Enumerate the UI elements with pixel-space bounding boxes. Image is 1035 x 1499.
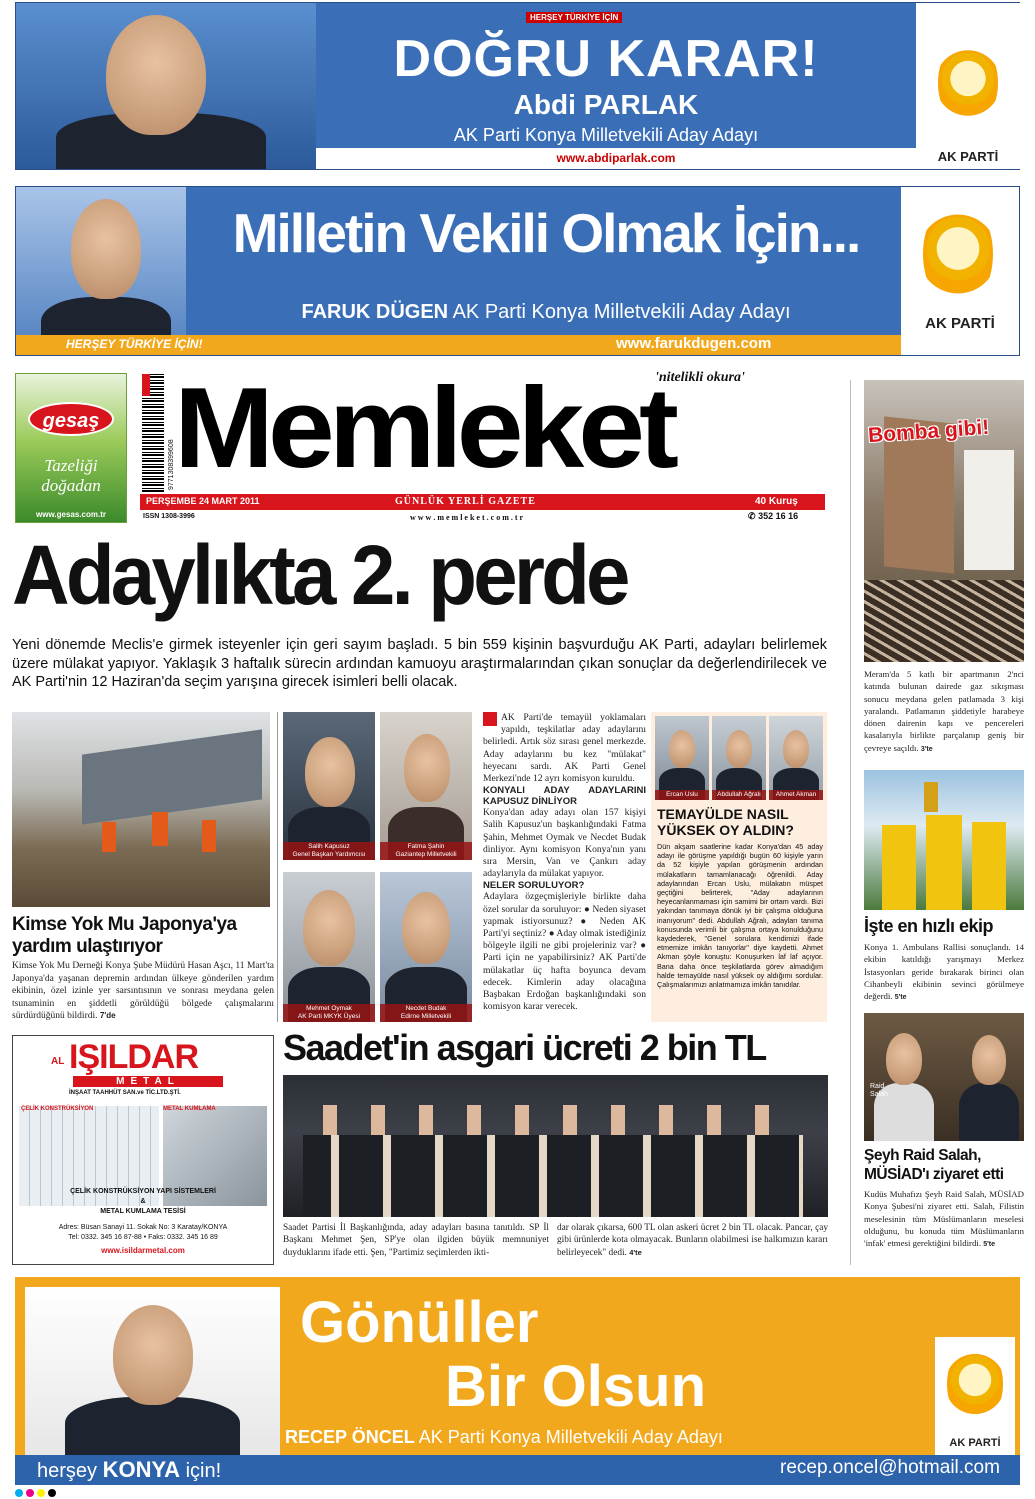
ekip-ref[interactable]: 5'te [894, 994, 907, 1002]
isildar-name: IŞILDAR [69, 1038, 198, 1076]
saadet-col-2 [557, 1222, 828, 1259]
portrait-grid [283, 712, 473, 1022]
portrait-role: Edirne Milletvekili [400, 1013, 452, 1020]
isildar-line-1: ÇELİK KONSTRÜKSİYON YAPI SİSTEMLERİ [70, 1188, 216, 1195]
portrait-name: Salih Kapusuz [308, 843, 350, 850]
saadet-ref[interactable]: 4'te [629, 1247, 642, 1257]
raid-ref[interactable]: 5'te [983, 1241, 996, 1249]
ad-brand: HERŞEY TÜRKİYE İÇİN! [66, 337, 203, 351]
lightbulb-icon [938, 38, 998, 128]
temayul-faces [655, 716, 823, 800]
saadet-text-2: dar olarak çıkarsa, 600 TL olan askeri ücret 2 bin TL olacak. Pancar, çay gibi ürünlerde kota olmayacak. Bunların olabilmesi ise halkımızın kararı belirleyecek" dedi. [557, 1223, 828, 1258]
tagline: 'nitelikli okura' [655, 370, 745, 385]
slogan-post: için! [185, 1460, 222, 1482]
bomba-text: Meram'da 5 katlı bir apartmanın 2'nci katında bulunan dairede gaz sıkışması sonucu meydana gelen patlamada 3 kişi yaralandı. Patlamanın şiddetiyle harabeye dönen dairenin kapı ve pencereleri kasalarıyla birlikte parçalanıp geniş bir çevreye saçıldı. [864, 669, 1024, 753]
ad-line-2: Bir Olsun [445, 1354, 707, 1419]
gesas-logo: gesaş [28, 402, 114, 436]
face-caption: Ercan Uslu [655, 790, 709, 800]
portrait-role: Gaziantep Milletvekili [395, 851, 457, 858]
portrait-role: AK Parti MKYK Üyesi [297, 1013, 361, 1020]
isildar-company: İNŞAAT TAAHHÜT SAN.ve TİC.LTD.ŞTİ. [69, 1090, 181, 1096]
ekip-text: Konya 1. Ambulans Rallisi sonuçlandı. 14 ekibin katıldığı yarışmayı Merkez İstasyonları geride bırakarak birinci olan Cihanbeyli ekibinin sevinci görülmeye değerdi. [864, 942, 1024, 1002]
raid-body [864, 1188, 1024, 1251]
ad-isildar[interactable] [12, 1035, 274, 1265]
party-label: AK PARTİ [949, 1437, 1001, 1449]
bomba-body [864, 668, 1024, 756]
ak-parti-logo [916, 3, 1020, 169]
party-label: AK PARTİ [925, 315, 995, 332]
ad-photo [16, 3, 316, 169]
ad-name: FARUK DÜGEN [301, 301, 449, 323]
ad-email[interactable]: recep.oncel@hotmail.com [780, 1457, 1000, 1478]
ad-faruk-dugen[interactable] [15, 186, 1020, 356]
portrait-name: Necdet Budak [405, 1005, 447, 1012]
isildar-url[interactable]: www.isildarmetal.com [101, 1246, 185, 1255]
face-caption: Ahmet Akman [769, 790, 823, 800]
ad-photo [16, 187, 186, 355]
raid-photo [864, 1013, 1024, 1141]
ad-url[interactable]: www.farukdugen.com [616, 335, 772, 352]
ad-photo [25, 1287, 280, 1459]
ad-gesas[interactable] [15, 373, 127, 523]
ad-subtitle: AK Parti Konya Milletvekili Aday Adayı [453, 125, 759, 145]
ad-abdi-parlak[interactable] [15, 2, 1020, 170]
red-corner [142, 374, 150, 396]
portrait-role: Genel Başkan Yardımcısı [292, 851, 366, 858]
gesas-url[interactable]: www.gesas.com.tr [36, 510, 106, 519]
ad-sub-line [186, 301, 906, 324]
price: 40 Kuruş [755, 496, 798, 507]
ad-name: RECEP ÖNCEL [285, 1427, 415, 1447]
party-label: AK PARTİ [937, 149, 999, 164]
ad-recep-oncel[interactable] [15, 1277, 1020, 1485]
isildar-metal: METAL [73, 1076, 223, 1087]
kimse-body [12, 960, 274, 1023]
lightbulb-icon [947, 1343, 1003, 1425]
isildar-tag-2: METAL KUMLAMA [163, 1106, 216, 1112]
saadet-col-1: Saadet Partisi İl Başkanlığında, aday adayları basına tanıtıldı. SP İl Başkanı Mehmet Şen, SP'ye olan ilgiden büyük memnuniyet duyduklarını ifade etti. Şen, "Partimiz seçimlerden ikti- [283, 1223, 549, 1258]
face-akman [769, 716, 823, 800]
ekip-photo [864, 770, 1024, 910]
ad-url[interactable]: www.abdiparlak.com [556, 151, 676, 165]
issn: ISSN 1308-3996 [143, 513, 195, 520]
main-headline[interactable]: Adaylıkta 2. perde [12, 528, 627, 622]
lightbulb-icon [923, 199, 993, 309]
saadet-title[interactable]: Saadet'in asgari ücreti 2 bin TL [283, 1027, 766, 1068]
raid-text: Kudüs Muhafızı Şeyh Raid Salah, MÜSİAD Konya Şubesi'ni ziyaret etti. Salah, Filistin meselesinin tüm Müslümanların meselesi olduğunu, bu konuda tüm Müslümanların 'infak' etmesi gerektiğini bildirdi. [864, 1189, 1024, 1249]
center-para-2: Adaylara özgeçmişleriyle birlikte daha özel sorular da soruluyor: ● Neden siyaset yapmak istiyorsunuz? ● Neden AK Parti'yi seçtiniz? ● Aday olmak istediğiniz bölgeyle ilgili ne gibi projeleriniz var? ● Parti için ne yapabilirsiniz? AK Parti'de mülakatlar üç hafta boyunca devam edecek. Kimlerin aday olacağına Başbakan Erdoğan başkanlığındaki son komisyon karar verecek. [483, 891, 646, 1013]
phone-icon: ✆ [748, 511, 756, 521]
column-rule [850, 380, 851, 1265]
ad-subtitle: AK Parti Konya Milletvekili Aday Adayı [452, 301, 791, 323]
center-subhead-2: NELER SORULUYOR? [483, 880, 585, 892]
ekip-title[interactable]: İşte en hızlı ekip [864, 916, 994, 936]
raid-label: Raid Salah [870, 1083, 888, 1098]
ad-url-bar [316, 148, 916, 169]
portrait-budak [380, 872, 472, 1022]
temayul-title[interactable]: TEMAYÜLDE NASIL YÜKSEK OY ALDIN? [657, 806, 794, 838]
temayul-box [651, 712, 827, 1022]
face-agrali [712, 716, 766, 800]
center-intro: AK Parti'de temayül yoklamaları yapıldı, teşkilatlar aday adaylarını belirledi. Artık söz sırası genel merkezde. Aday adaylarını bu kez "mülakat" heyecanı sardı. AK Parti Genel Merkezi'nde 12 ayrı komisyon kuruldu. [483, 712, 646, 785]
gesas-slogan-1: Tazeliği [44, 456, 98, 475]
isildar-address: Adres: Büsan Sanayi 11. Sokak No: 3 Karatay/KONYA [58, 1224, 228, 1231]
print-color-marks [15, 1489, 65, 1498]
raid-title[interactable]: Şeyh Raid Salah, MÜSİAD'ı ziyaret etti [864, 1147, 1004, 1183]
kimse-text: Kimse Yok Mu Derneği Konya Şube Müdürü Hasan Aşcı, 11 Mart'ta Japonya'da yaşanan depremin ardından ülkeye gönderilen yardım ekibinin, özel izinle yer sarsıntısının ve sonrası meydana gelen tsunaminin en şiddetli görüldüğü bölgede çalışmalarını sürdürdüğünü bildirdi. [12, 961, 274, 1022]
face-caption: Abdullah Ağralı [712, 790, 766, 800]
ad-sub-line [285, 1427, 723, 1448]
headline-lead: Yeni dönemde Meclis'e girmek isteyenler için geri sayım başladı. 5 bin 559 kişinin başvurduğu AK Parti, adayları belirlemek üzere mülakat yapıyor. Yaklaşık 3 haftalık sürecin ardından kamuoyu araştırmalarından çıkan sonuçlar da değerlendirilecek ve AK Parti'nin 12 Haziran'da seçim yarışına girecek isimleri belli olacak. [12, 637, 827, 690]
bomba-ref[interactable]: 3'te [920, 745, 933, 753]
portrait-sahin [380, 712, 472, 860]
column-rule [277, 712, 278, 1022]
kimse-ref[interactable]: 7'de [99, 1011, 116, 1021]
center-article [483, 712, 646, 1013]
ad-headline: DOĞRU KARAR! [393, 30, 819, 88]
center-subhead-1: KONYALI ADAY ADAYLARINI KAPUSUZ DİNLİYOR [483, 785, 646, 808]
slogan-pre: herşey [37, 1460, 98, 1482]
phone [748, 511, 798, 522]
portrait-name: Fatma Şahin [407, 843, 445, 850]
kimse-title[interactable]: Kimse Yok Mu Japonya'ya yardım ulaştırıyor [12, 914, 237, 957]
center-para-1: Konya'dan aday adayı olan 157 kişiyi Salih Kapusuz'un başkanlığındaki Fatma Şahin, Mehmet Oymak ve Necdet Budak dinliyor. Aynı komisyon Konya'nın yanı sıra Mersin, Van ve Çankırı aday adaylarıyla da mülakat yapıyor. [483, 807, 646, 880]
paper-subtitle: GÜNLÜK YERLİ GAZETE [395, 496, 536, 507]
newspaper-title[interactable]: Memleket [174, 364, 673, 492]
face-uslu [655, 716, 709, 800]
isildar-tel: Tel: 0332. 345 16 87-88 • Faks: 0332. 345 16 89 [68, 1234, 218, 1241]
bomba-label: Bomba gibi! [867, 415, 990, 448]
phone-number: 352 16 16 [758, 511, 799, 521]
ad-name: Abdi PARLAK [513, 89, 699, 120]
ad-brand: HERŞEY TÜRKİYE İÇİN [526, 12, 622, 23]
isildar-al: AL [51, 1056, 65, 1067]
date: PERŞEMBE 24 MART 2011 [146, 496, 260, 506]
gesas-slogan-2: doğadan [41, 476, 101, 495]
ad-footer-slogan [37, 1457, 221, 1483]
masthead [140, 364, 830, 525]
website[interactable]: w w w . m e m l e k e t . c o m . t r [410, 513, 524, 522]
ekip-body [864, 941, 1024, 1004]
isildar-tag-1: ÇELİK KONSTRÜKSİYON [21, 1106, 94, 1112]
barcode-number: 9771308399608 [168, 439, 175, 490]
portrait-oymak [283, 872, 375, 1022]
ak-parti-logo [901, 187, 1019, 355]
temayul-body: Dün akşam saatlerine kadar Konya'dan 45 aday adayı ile görüşme yapıldığı bugün 60 kişiyle yarın da 52 kişiyle yapılan görüşmenin ardından mülakatların tamamlanacağı öğrenildi. Aday adaylarından Ercan Uslu, mülakatın müspet geçtiğini belirterek, "Aday adaylarının heyecanlanmaması için samimi bir ortam vardı. Bizi yakından tanımaya dönük iyi bir çalışma olduğuna inanıyorum" dedi. Abdullah Ağralı, adayları tanıma konusunda verimli bir çalışma ortaya konulduğunu kaydederek, "Genel sorulara kendimizi ifade etmemize imkân tanıyorlar" diye kaydetti. Ahmet Akman şöyle konuştu: Konuşurken laf laf açıyor. Bana daha önce teşkilatlarda görev almadığım halde temayülde nasıl yüksek oy aldığımı sordular. Çalışmalarımızı anlatmamıza imkân tanıdılar. [657, 842, 823, 990]
saadet-photo [283, 1075, 828, 1217]
ad-headline: Milletin Vekili Olmak İçin... [232, 202, 860, 264]
portrait-name: Mehmet Oymak [306, 1005, 352, 1012]
portrait-kapusuz [283, 712, 375, 860]
photo-japan [12, 712, 270, 907]
ad-subtitle: AK Parti Konya Milletvekili Aday Adayı [418, 1427, 723, 1447]
red-bullet [483, 712, 497, 726]
ad-line-1: Gönüller [300, 1290, 539, 1355]
ak-parti-logo [935, 1337, 1015, 1457]
isildar-line-2: METAL KUMLAMA TESİSİ [100, 1208, 186, 1215]
isildar-amp: & [140, 1198, 146, 1205]
slogan-city: KONYA [102, 1457, 181, 1482]
